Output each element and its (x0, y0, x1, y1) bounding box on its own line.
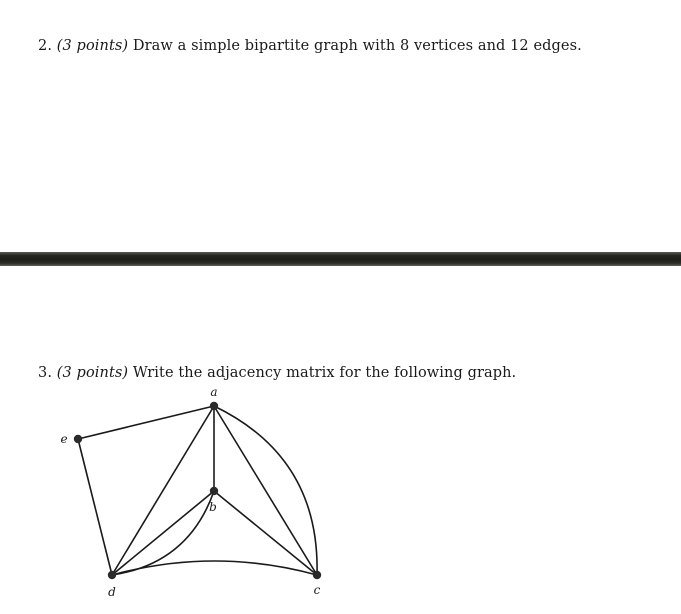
edge-a-e (78, 406, 214, 439)
vertex-d (108, 571, 116, 579)
problem-2 (38, 38, 582, 54)
edge-b-c (214, 491, 317, 575)
problem-text: Draw a simple bipartite graph with 8 vertices and 12 edges. (132, 38, 582, 54)
edge-d-c (112, 561, 317, 575)
vertex-label-d: d (108, 585, 116, 599)
edge-a-d (112, 406, 214, 575)
problem-3 (38, 365, 516, 381)
vertex-label-a: a (210, 385, 218, 399)
vertex-c (313, 571, 321, 579)
vertex-label-e: e (60, 432, 68, 446)
vertex-label-c: c (313, 583, 321, 597)
edge-b-d (112, 491, 214, 575)
vertex-b (210, 487, 218, 495)
graph-edges (78, 406, 317, 575)
edge-d-e (78, 439, 112, 575)
graph-figure (0, 380, 681, 614)
graph-vertices (74, 402, 321, 579)
problem-text: Write the adjacency matrix for the following graph. (132, 365, 517, 381)
problem-points: (3 points) (56, 38, 129, 54)
vertex-a (210, 402, 218, 410)
problem-number: 3. (38, 365, 53, 381)
vertex-e (74, 435, 82, 443)
vertex-label-b: b (209, 500, 217, 514)
problem-number: 2. (38, 38, 53, 54)
problem-points: (3 points) (56, 365, 129, 381)
page-divider (0, 252, 681, 266)
